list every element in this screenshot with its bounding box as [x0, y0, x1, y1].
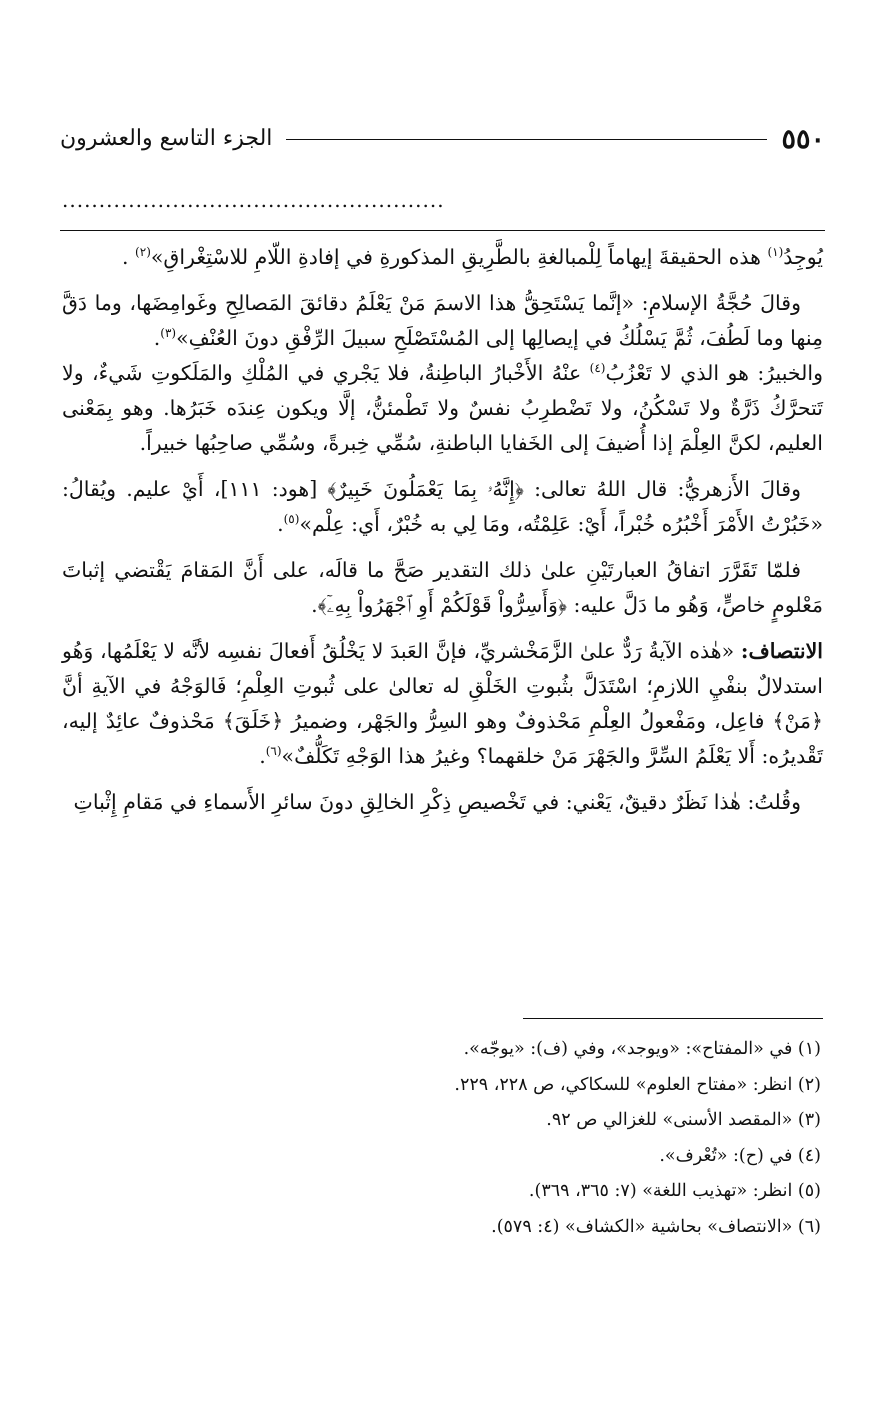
footnote-4: (٤) في (ح): «تُعْرف». [659, 1145, 821, 1166]
running-title: الجزء التاسع والعشرون [60, 126, 273, 151]
paragraph-3 [62, 356, 823, 461]
footnotes [62, 1032, 823, 1245]
page-number: ٥٥٠ [781, 123, 825, 155]
footnote-ref: (٢) [135, 245, 151, 260]
text: . [259, 744, 266, 768]
paragraph-2 [62, 286, 823, 356]
main-text [62, 240, 823, 831]
text: عنْهُ الأَخْبارُ الباطِنةُ، فلا يَجْري في المُلْكِ والمَلَكوتِ شَيءٌ، ولا تَتحرَّكُ ذَرَّةٌ ولا تَسْكُنُ، ولا تَضْطرِبُ نفسٌ ولا تَطْمئنُّ، إلَّا ويكون عِندَه خَبَرُها. وهو بِمَعْنى العليم، لكنَّ العِلْمَ إذا أُضيفَ إلى الخَفايا الباطنةِ، سُمِّي خِبرةً، وسُمِّي صاحِبُها خبيراً. [62, 361, 823, 455]
text: يُوجِدُ [783, 245, 823, 269]
paragraph-4 [62, 472, 823, 542]
text: . [277, 512, 284, 536]
text: . [122, 245, 136, 269]
text: هذه الحقيقةَ إيهاماً لِلْمبالغةِ بالطَّرِيقِ المذكورةِ في إفادةِ اللّامِ للاسْتِغْراقِ» [150, 245, 768, 269]
header-rule [286, 139, 767, 140]
page-header [60, 118, 825, 160]
text: . [153, 326, 161, 350]
text: وقالَ الأَزهريُّ: قال اللهُ تعالى: ﴿إِنَّهُۥ بِمَا يَعْمَلُونَ خَبِيرٌ﴾ [هود: ١١١]، أَيْ عليم. ويُقالُ: «خَبُرْتُ الأَمْرَ أَخْبُرُه خُبْراً، أَيْ: عَلِمْتُه، ومَا لِي به خُبْرٌ، أَي: عِلْم» [62, 477, 823, 536]
paragraph-7 [62, 785, 823, 820]
footnote-3: (٣) «المقصد الأسنى» للغزالي ص ٩٢. [546, 1110, 821, 1130]
text: «هٰذه الآيةُ رَدٌّ علىٰ الزَّمَخْشريِّ، فإنَّ العَبدَ لا يَخْلُقُ أَفعالَ نفسِه لأنَّه لا يَعْلَمُها، وَهُو استدلالٌ بنفْيِ اللازمِ؛ اسْتَدَلَّ بثُبوتِ الخَلْقِ له تعالىٰ على ثُبوتِ العِلْمِ؛ فَالوَجْهُ في الآيةِ أنَّ ﴿مَنْ﴾ فاعِل، ومَفْعولُ العِلْمِ مَحْذوفٌ وهو السِرُّ والجَهْر، وضميرُ ﴿خَلَقَ﴾ مَحْذوفٌ عائِدٌ إليه، تَقْديرُه: أَلا يَعْلَمُ السِّرَّ والجَهْرَ مَنْ خلقهما؟ وغيرُ هذا الوَجْهِ تَكَلُّفٌ» [62, 639, 823, 768]
footnote-rule [523, 1018, 823, 1019]
dotted-separator: .................................................... [62, 188, 445, 212]
footnote-1: (١) في «المفتاح»: «ويوجد»، وفي (ف): «يوجّه». [463, 1039, 821, 1059]
paragraph-6 [62, 634, 823, 774]
separator-rule [60, 230, 825, 231]
paragraph-5 [62, 553, 823, 623]
text: فلمّا تَقَرَّرَ اتفاقُ العبارتَيْنِ علىٰ ذلك التقدير صَحَّ ما قالَه، على أَنَّ المَقامَ يَقْتضي إثباتَ مَعْلومٍ خاصٍّ، وَهُو ما دَلَّ عليه: ﴿وَأَسِرُّواْ قَوْلَكُمْ أَوِ ٱجْهَرُواْ بِهِۦٓ﴾. [62, 558, 823, 617]
footnote-ref: (٥) [283, 512, 300, 527]
lead-word: الانتصاف: [740, 639, 823, 663]
text: والخبيرُ: هو الذي لا تَعْزُبُ [605, 361, 823, 385]
footnote-ref: (٤) [589, 361, 606, 376]
footnote-ref: (٦) [265, 744, 282, 759]
footnote-ref: (٣) [160, 326, 177, 341]
footnote-2: (٢) انظر: «مفتاح العلوم» للسكاكي، ص ٢٢٨، ٢٢٩. [454, 1074, 821, 1095]
footnote-ref: (١) [767, 245, 784, 260]
text: وقالَ حُجَّةُ الإسلامِ: «إنَّما يَسْتَحِقُّ هذا الاسمَ مَنْ يَعْلَمُ دقائقَ المَصالِحِ وغَوامِضَها، وما دَقَّ مِنها وما لَطُفَ، ثُمَّ يَسْلُكُ في إيصالِها إلى المُسْتَصْلَحِ سبيلَ الرِّفْقِ دونَ العُنْفِ» [62, 291, 823, 350]
footnote-5: (٥) انظر: «تهذيب اللغة» (٧: ٣٦٥، ٣٦٩). [528, 1181, 821, 1201]
paragraph-1 [62, 240, 823, 275]
text: وقُلتُ: هٰذا نَظَرٌ دقيقٌ، يَعْني: في تَخْصيصِ ذِكْرِ الخالِقِ دونَ سائرِ الأَسماءِ في مَقامِ إِثْباتِ [73, 790, 801, 814]
footnote-6: (٦) «الانتصاف» بحاشية «الكشاف» (٤: ٥٧٩). [491, 1216, 821, 1237]
